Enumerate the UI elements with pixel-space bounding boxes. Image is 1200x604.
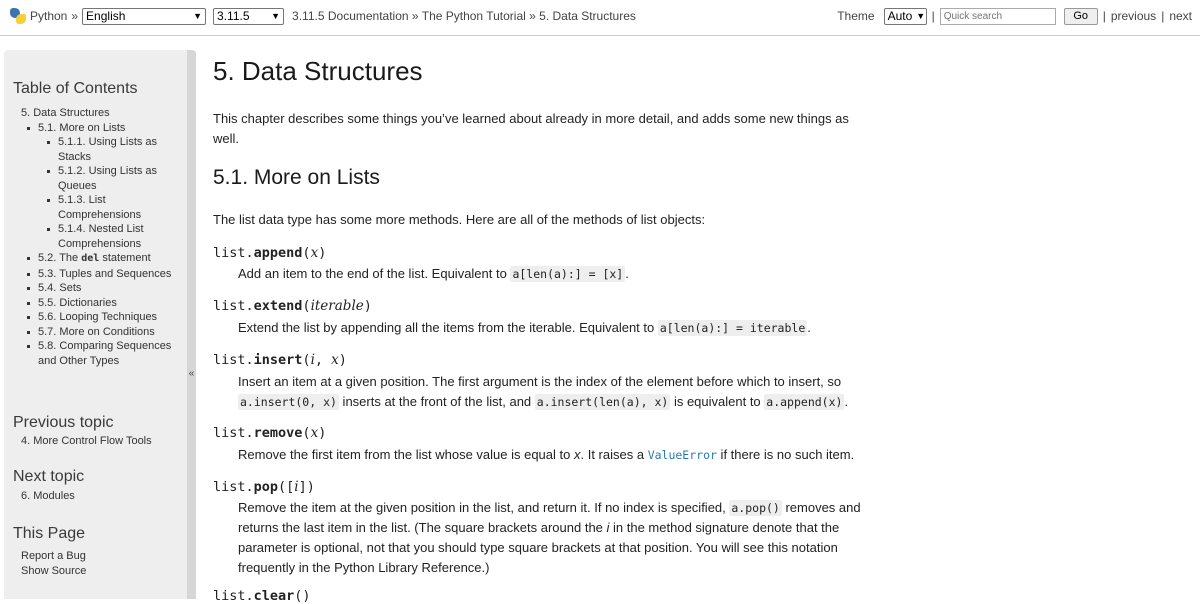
sig-param: x	[310, 425, 319, 441]
sig-name: remove	[253, 425, 303, 441]
desc-var: i	[606, 520, 610, 535]
desc-text: removes and returns the last item in the list. (The square brackets around the	[238, 500, 861, 535]
sig-prefix: list.	[213, 588, 254, 604]
version-select[interactable]	[213, 8, 284, 25]
toc-item-5-5[interactable]: 5.5. Dictionaries	[21, 296, 187, 311]
sig-prefix: list.	[213, 425, 254, 441]
method-signature-append	[213, 245, 326, 261]
desc-text: . It raises a	[580, 447, 648, 462]
method-signature-insert	[213, 352, 347, 368]
theme-select-value: Auto	[887, 9, 913, 23]
inline-code: a.insert(0, x)	[240, 395, 337, 409]
breadcrumb-current-link[interactable]: 5. Data Structures	[539, 9, 636, 23]
sig-prefix: list.	[213, 352, 254, 368]
toc-item-5-7[interactable]: 5.7. More on Conditions	[21, 325, 187, 340]
inline-code: a[len(a):] = [x]	[512, 267, 624, 281]
desc-text: Remove the item at the given position in the list, and return it. If no index is specified,	[238, 500, 730, 515]
language-select-value: English	[86, 9, 126, 23]
toc-item-5-2-code: del	[81, 253, 100, 264]
sig-open: (	[302, 298, 311, 314]
method-signature-remove	[213, 425, 326, 441]
sig-open: ([	[278, 479, 295, 495]
search-go-button[interactable]: Go	[1064, 8, 1098, 25]
sig-open: (	[294, 588, 303, 604]
sig-prefix: list.	[213, 245, 254, 261]
toc-item-root[interactable]: 5. Data Structures	[21, 107, 110, 119]
method-desc-insert	[238, 372, 883, 412]
pipe-separator: |	[931, 9, 935, 23]
sig-comma: ,	[314, 352, 332, 368]
breadcrumb-tutorial-link[interactable]: The Python Tutorial	[421, 9, 526, 23]
method-desc-remove	[238, 445, 883, 465]
desc-text: is equivalent to	[670, 394, 765, 409]
method-desc-pop	[238, 498, 883, 578]
sig-param: x	[331, 352, 339, 368]
sig-close: ])	[298, 479, 315, 495]
toc-item-5-1-3[interactable]: 5.1.3. List Comprehensions	[21, 193, 187, 222]
sig-open: (	[302, 245, 311, 261]
toc-item-5-3[interactable]: 5.3. Tuples and Sequences	[21, 267, 187, 282]
sig-open: (	[302, 425, 311, 441]
sig-name: insert	[253, 352, 303, 368]
toc-item-5-1-1[interactable]: 5.1.1. Using Lists as Stacks	[21, 135, 187, 164]
quick-search-input[interactable]	[940, 8, 1056, 25]
method-desc-extend	[238, 318, 883, 338]
sig-close: )	[363, 298, 372, 314]
sig-name: clear	[253, 588, 295, 604]
sig-close: )	[338, 352, 347, 368]
toc-item-5-8[interactable]: 5.8. Comparing Sequences and Other Types	[21, 339, 187, 368]
sig-close: )	[318, 425, 327, 441]
desc-text: in the method signature denote that the parameter is optional, not that you should type square brackets at that position. You will see this notation frequently in the Python Library Reference.)	[238, 520, 840, 575]
desc-text: inserts at the front of the list, and	[338, 394, 535, 409]
desc-text: Insert an item at a given position. The first argument is the index of the element before which to insert, so	[238, 374, 842, 389]
report-bug-link[interactable]: Report a Bug	[21, 550, 86, 562]
breadcrumb-separator: »	[411, 9, 419, 23]
desc-text: Remove the first item from the list whose value is equal to	[238, 447, 574, 462]
section-title: 5.1. More on Lists	[213, 166, 380, 189]
theme-select[interactable]	[884, 8, 927, 25]
breadcrumb	[292, 9, 636, 23]
toc-item-5-4[interactable]: 5.4. Sets	[21, 281, 187, 296]
section-intro: The list data type has some more methods. Here are all of the methods of list objects:	[213, 212, 706, 227]
method-signature-pop	[213, 479, 315, 495]
chevron-down-icon: ▼	[193, 11, 203, 21]
sig-param: x	[310, 245, 319, 261]
next-link[interactable]: next	[1169, 9, 1192, 23]
sig-prefix: list.	[213, 298, 254, 314]
inline-code: a.append(x)	[766, 395, 843, 409]
desc-text: if there is no such item.	[716, 447, 855, 462]
sidebar	[4, 50, 187, 599]
toc-item-5-1-2[interactable]: 5.1.2. Using Lists as Queues	[21, 164, 187, 193]
method-signature-extend	[213, 298, 372, 314]
toc-item-5-1-4[interactable]: 5.1.4. Nested List Comprehensions	[21, 222, 187, 251]
sig-prefix: list.	[213, 479, 254, 495]
previous-topic-heading: Previous topic	[13, 414, 114, 431]
pipe-separator: |	[1102, 9, 1106, 23]
topbar-left	[10, 7, 636, 25]
sig-param: i	[310, 352, 315, 368]
inline-code: a.insert(len(a), x)	[536, 395, 669, 409]
sig-close: )	[318, 245, 327, 261]
desc-text: Extend the list by appending all the items from the iterable. Equivalent to	[238, 320, 658, 335]
show-source-link[interactable]: Show Source	[21, 565, 87, 577]
toc-heading: Table of Contents	[13, 80, 138, 97]
desc-end: .	[625, 266, 629, 281]
desc-end: .	[844, 394, 849, 409]
valueerror-link[interactable]: ValueError	[647, 448, 717, 462]
sig-name: pop	[253, 479, 279, 495]
language-select[interactable]	[82, 8, 206, 25]
toc-item-5-6[interactable]: 5.6. Looping Techniques	[21, 310, 187, 325]
sig-open: (	[302, 352, 311, 368]
toc-item-5-1[interactable]: 5.1. More on Lists	[21, 121, 187, 136]
toc-item-5-2-pre: 5.2. The	[38, 252, 82, 264]
chevron-down-icon: ▼	[916, 11, 926, 21]
inline-code: a[len(a):] = iterable	[659, 321, 806, 335]
chapter-intro: This chapter describes some things you’ve learned about already in more detail, and adds some new things as well.	[213, 111, 849, 146]
sig-name: append	[253, 245, 303, 261]
method-desc-append	[238, 264, 883, 284]
python-logo-icon	[10, 8, 26, 24]
chevron-down-icon: ▼	[271, 11, 281, 21]
toc-item-5-2-post: statement	[99, 252, 151, 264]
next-topic-link[interactable]: 6. Modules	[21, 490, 75, 502]
python-home-link[interactable]: Python	[30, 9, 68, 23]
breadcrumb-separator: »	[529, 9, 536, 23]
next-topic-heading: Next topic	[13, 468, 85, 485]
desc-end: .	[807, 320, 811, 335]
inline-code: a.pop()	[731, 501, 780, 515]
pipe-separator: |	[1161, 9, 1165, 23]
page-title: 5. Data Structures	[213, 56, 423, 86]
topbar-right	[837, 7, 1192, 25]
sig-close: )	[302, 588, 311, 604]
previous-link[interactable]: previous	[1110, 9, 1157, 23]
table-of-contents	[21, 106, 187, 368]
collapse-icon: «	[188, 368, 195, 379]
previous-topic-link[interactable]: 4. More Control Flow Tools	[21, 435, 152, 447]
method-signature-clear	[213, 588, 311, 604]
sig-param: iterable	[310, 298, 364, 314]
theme-label: Theme	[837, 9, 875, 23]
breadcrumb-docs-link[interactable]: 3.11.5 Documentation	[292, 9, 409, 23]
this-page-heading: This Page	[13, 525, 86, 542]
breadcrumb-separator: »	[71, 9, 79, 23]
version-select-value: 3.11.5	[217, 9, 250, 23]
toc-item-5-2[interactable]	[21, 251, 187, 267]
sidebar-collapse-button[interactable]	[187, 50, 196, 599]
desc-text: Add an item to the end of the list. Equivalent to	[238, 266, 511, 281]
top-navigation-bar	[0, 0, 1200, 36]
sig-param: i	[294, 479, 299, 495]
sig-name: extend	[253, 298, 303, 314]
desc-var: x	[573, 447, 581, 462]
